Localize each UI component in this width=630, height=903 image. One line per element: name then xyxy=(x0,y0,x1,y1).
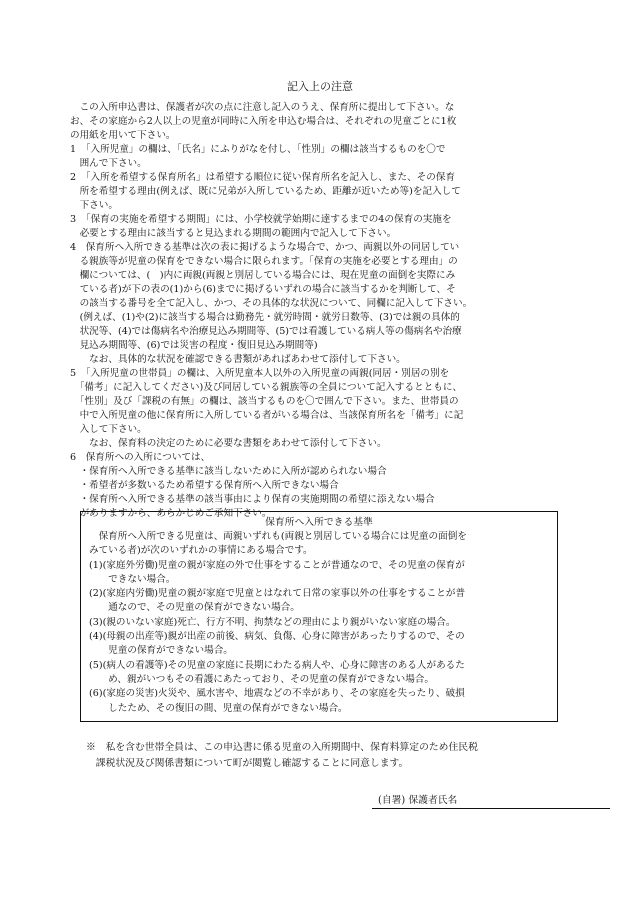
note-line: る親族等が児童の保育をできない場合に限られます。「保育の実施を必要とする理由」の xyxy=(70,256,458,267)
note-line: ・保育所へ入所できる基準の該当事由により保育の実施期間の希望に添えない場合 xyxy=(70,494,435,505)
criteria-line: 保育所へ入所できる児童は、両親いずれも(両親と別居している場合には児童の面倒を xyxy=(89,531,467,542)
page-title: 記入上の注意 xyxy=(287,80,353,93)
criteria-line: (5)(病人の看護等)その児童の家庭に長期にわたる病人や、心身に障害のある人があるた xyxy=(89,659,465,671)
criteria-line: 児童の保育ができない場合。 xyxy=(89,645,233,657)
consent-line: ※ 私を含む世帯全員は、この申込書に係る児童の入所期間中、保育料算定のため住民税 xyxy=(86,742,478,753)
note-line: 囲んで下さい。 xyxy=(70,158,147,169)
notes-section xyxy=(70,101,570,521)
criteria-line: (1)(家庭外労働)児童の親が家庭の外で仕事をすることが普通なので、その児童の保育が xyxy=(89,559,465,571)
note-line: 見込み期間等、(6)では災害の程度・復旧見込み期間等) xyxy=(70,340,318,351)
note-line: ている者)が下の表の(1)から(6)までに掲げるいずれの場合に該当するかを判断して、そ xyxy=(70,284,456,295)
criteria-line: (4)(母親の出産等)親が出産の前後、病気、負傷、心身に障害があったりするので、その xyxy=(89,631,465,643)
note-line: 2 「入所を希望する保育所名」は希望する順位に従い保育所名を記入し、また、その保育 xyxy=(70,172,456,183)
note-line: 「性別」及び「課税の有無」の欄は、該当するものを〇で囲んで下さい。また、世帯員の xyxy=(70,396,459,407)
criteria-line: め、親がいつもその看護にあたっており、その児童の保育ができない場合。 xyxy=(89,673,434,685)
guardian-signature-field[interactable] xyxy=(372,794,610,809)
criteria-title: 保育所へ入所できる基準 xyxy=(265,517,373,528)
note-line: なお、保育料の決定のために必要な書類をあわせて添付して下さい。 xyxy=(70,438,387,449)
note-line: 下さい。 xyxy=(70,200,118,211)
note-line: 6 保育所への入所については、 xyxy=(70,452,211,463)
criteria-line: みている者)が次のいずれかの事情にある場合です。 xyxy=(89,545,313,557)
note-line: 入して下さい。 xyxy=(70,424,147,435)
criteria-line: できない場合。 xyxy=(89,573,176,585)
note-line: ・保育所へ入所できる基準に該当しないために入所が認められない場合 xyxy=(70,466,387,477)
note-line: 1 「入所児童」の欄は、「氏名」にふりがなを付し、「性別」の欄は該当するものを〇で xyxy=(70,144,446,155)
criteria-line: (6)(家庭の災害)火災や、風水害や、地震などの不幸があり、その家庭を失ったり、破損 xyxy=(89,688,465,700)
criteria-line: したため、その復旧の間、児童の保育ができない場合。 xyxy=(89,702,348,714)
note-line: 3 「保育の実施を希望する期間」には、小学校就学始期に達するまでの4の保育の実施を xyxy=(70,214,452,225)
note-line: の該当する番号を全て記入し、かつ、その具体的な状況について、同欄に記入して下さい。 xyxy=(70,298,473,309)
criteria-box xyxy=(80,511,558,722)
note-line: 「備考」に記入してください)及び同居している親族等の全員について記入するとともに、 xyxy=(70,382,463,393)
note-line: ・希望者が多数いるため希望する保育所へ入所できない場合 xyxy=(70,480,339,491)
consent-statement xyxy=(86,740,586,772)
criteria-line: (2)(家庭内労働)児童の親が家庭で児童とはなれて日常の家事以外の仕事をすることが普 xyxy=(89,588,466,600)
note-line: の用紙を用いて下さい。 xyxy=(70,130,176,141)
note-line: なお、具体的な状況を確認できる書類があればあわせて添付して下さい。 xyxy=(70,354,406,365)
criteria-line: (3)(親のいない家庭)死亡、行方不明、拘禁などの理由により親がいない家庭の場合。 xyxy=(89,616,456,628)
document-page xyxy=(70,80,570,806)
note-line: 4 保育所へ入所できる基準は次の表に掲げるような場合で、かつ、両親以外の同居してい xyxy=(70,242,460,253)
note-line: 欄については、( )内に両親(両親と別居している場合には、現在児童の面倒を実際にみ xyxy=(70,270,456,281)
note-line: 所を希望する理由(例えば、既に兄弟が入所しているため、距離が近いため等)を記入して xyxy=(70,186,461,197)
note-line: (例えば、(1)や(2)に該当する場合は勤務先・就労時間・就労日数等、(3)では親の具体的 xyxy=(70,312,460,323)
note-line: 5 「入所児童の世帯員」の欄は、入所児童本人以外の入所児童の両親(同居・別居の別を xyxy=(70,368,450,379)
note-line: がありますから、あらかじめご承知下さい。 xyxy=(70,508,272,519)
note-line: お、その家庭から2人以上の児童が同時に入所を申込む場合は、それぞれの児童ごとに1枚 xyxy=(70,116,457,127)
consent-line: 課税状況及び関係書類について町が閲覧し確認することに同意します。 xyxy=(86,758,409,769)
signature-label: (自署) 保護者氏名 xyxy=(378,795,458,806)
note-line: 必要とする理由に該当すると見込まれる期間の範囲内で記入して下さい。 xyxy=(70,228,397,239)
note-line: この入所申込書は、保護者が次の点に注意し記入のうえ、保育所に提出して下さい。な xyxy=(70,102,455,113)
note-line: 状況等、(4)では傷病名や治療見込み期間等、(5)では看護している病人等の傷病名や治療 xyxy=(70,326,462,337)
criteria-line: 通なので、その児童の保育ができない場合。 xyxy=(89,602,300,614)
note-line: 中で入所児童の他に保育所に入所している者がいる場合は、当該保育所名を「備考」に記 xyxy=(70,410,464,421)
criteria-list xyxy=(89,530,549,716)
